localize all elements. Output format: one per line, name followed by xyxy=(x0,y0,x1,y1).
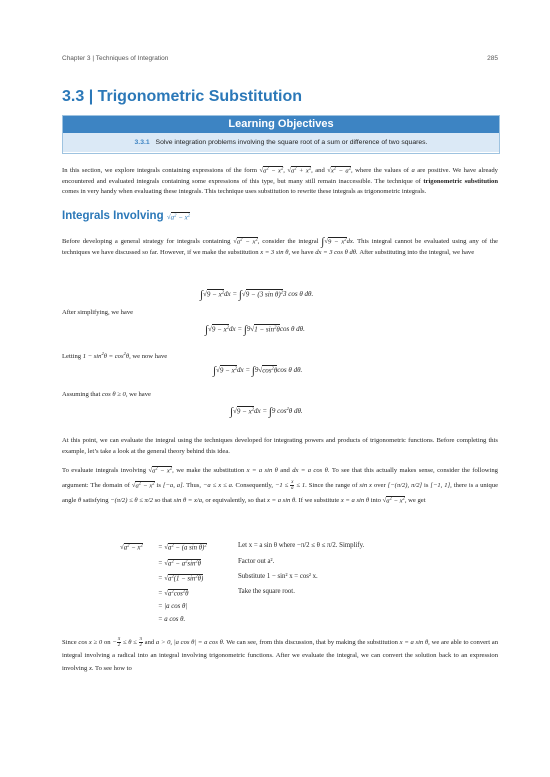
derivation-step-3: = $√a^2(1 - \sin^2\theta)$ xyxy=(158,573,204,582)
running-header xyxy=(62,55,498,62)
derivation-note-2: Factor out a². xyxy=(238,558,275,565)
subsection-title: Integrals Involving $√a^2 - x^2$ xyxy=(62,210,191,222)
objective-text: Solve integration problems involving the square root of a sum or difference of two squares. xyxy=(155,139,428,146)
derivation-lhs: $√a^2 - x^2$ xyxy=(120,542,143,551)
derivation-step-1: = $√a^2 - (a$ sin θ)$^2$ xyxy=(158,542,207,551)
paragraph-general-theory: To evaluate integrals involving $√a^2 - x^2$, we make the substitution x = a sin θ and dx = a cos θ. To see that this actually makes sense, consider the following argument: The domain of $√a^2 - x^2$ is [−a, a]. Thus, −a ≤ x ≤ a. Consequently, −1 ≤ $\frac{x}{a}$ ≤ 1. Since the range of sin x over [−(π/2), π/2] is [−1, 1], there is a unique angle θ satisfying −(π/2) ≤ θ ≤ π/2 so that sin θ = x/a, or equivalently, so that x = a sin θ. If we substitute x = a sin θ into $√a^2 - x^2$, we get xyxy=(62,465,499,505)
page-number: 285 xyxy=(487,55,498,62)
equation-3: $\int√9 - x^2dx = \int 9√\cos^2\theta\cos$ θ dθ. xyxy=(213,365,303,377)
paragraph-simplify: After simplifying, we have xyxy=(62,309,134,316)
objective-number: 3.3.1 xyxy=(134,139,150,146)
paragraph-general-strategy: Before developing a general strategy for integrals containing $√a^2 - x^2$, consider the integral $\int√9 - x^2dx$. This integral cannot be evaluated using any of the techniques we have discussed so far. However, if we make the substitution x = 3 sin θ, we have dx = 3 cos θ dθ. After substituting into the integral, we have xyxy=(62,236,498,256)
derivation-step-6: = a cos θ. xyxy=(158,616,186,623)
derivation-step-2: = $√a^2 - a^2\sin^2\theta$ xyxy=(158,558,201,567)
section-title: 3.3 | Trigonometric Substitution xyxy=(62,88,303,105)
equation-4: $\int√9 - x^2dx = \int 9$ $\cos^2\theta$ dθ. xyxy=(230,406,303,418)
chapter-label: Chapter 3 | Techniques of Integration xyxy=(62,55,169,62)
equation-2: $\int√9 - x^2dx = \int 9√1 - \sin^2\theta\cos$ θ dθ. xyxy=(205,324,305,336)
intro-paragraph: In this section, we explore integrals containing expressions of the form $√a^2 - x^2$, $√a^2 + x^2$, and $√x^2 - a^2$, where the values of a are positive. We have already encountered and evaluated integrals containing some expressions of this type, but many still remain inaccessible. The technique of trigonometric substitution comes in very handy when evaluating these integrals. This technique uses substitution to rewrite these integrals as trigonometric integrals. xyxy=(62,165,498,195)
derivation-note-1: Let x = a sin θ where −π/2 ≤ θ ≤ π/2. Simplify. xyxy=(238,542,365,549)
paragraph-letting: Letting $1 - \sin^2\theta = \cos^2\theta$, we now have xyxy=(62,351,168,360)
paragraph-at-this-point: At this point, we can evaluate the integral using the techniques developed for integrating powers and products of trigonometric functions. Before completing this example, let’s take a look at the general theory behind this idea. xyxy=(62,437,498,455)
learning-objectives-heading: Learning Objectives xyxy=(63,116,499,133)
derivation-note-3: Substitute 1 − sin² x = cos² x. xyxy=(238,573,318,580)
paragraph-assuming: Assuming that cos θ ≥ 0, we have xyxy=(62,391,151,398)
derivation-step-4: = $√a^2\cos^2\theta$ xyxy=(158,588,189,597)
derivation-note-4: Take the square root. xyxy=(238,588,295,595)
learning-objective-item xyxy=(63,133,499,152)
learning-objectives-box xyxy=(62,115,500,154)
derivation-step-5: = |a cos θ| xyxy=(158,603,188,610)
paragraph-conclusion: Since cos x ≥ 0 on − $\frac{\pi}{2}$ ≤ θ ≤ $\frac{\pi}{2}$ and a > 0, |a cos θ| = a cos θ. We can see, from this discussion, that by making the substitution x = a sin θ, we are able to convert an integral involving a radical into an integral involving trigonometric functions. After we evaluate the integral, we can convert the solution back to an expression involving x. To see how to xyxy=(62,636,499,672)
equation-1: $\int√9 - x^2dx = \int√9 - (3$ sin θ)$^2$3 cos θ dθ. xyxy=(200,289,314,301)
